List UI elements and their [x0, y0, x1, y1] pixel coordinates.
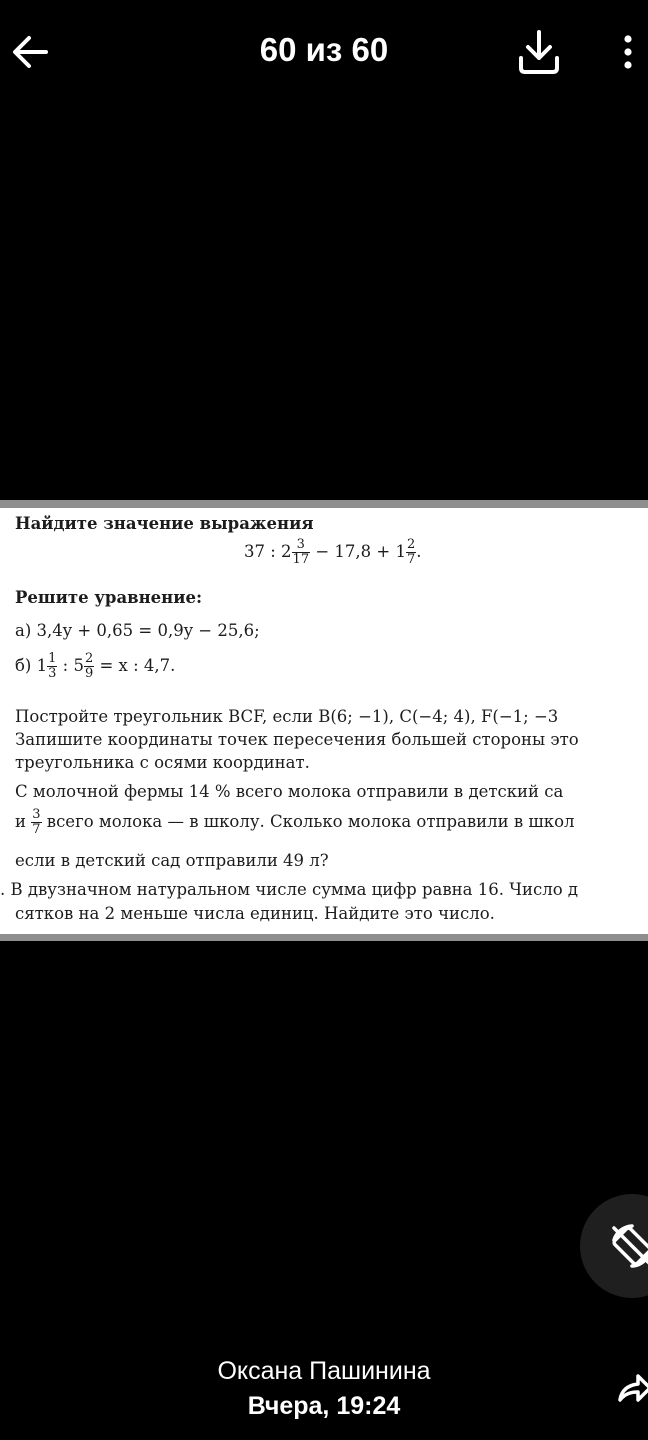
rotate-button[interactable] [580, 1194, 648, 1298]
task3-line-1: Постройте треугольник BCF, если B(6; −1), C(−4; 4), F(−1; −3 [15, 707, 559, 726]
fraction-numerator: 2 [84, 651, 94, 666]
fraction [292, 538, 311, 567]
fraction-denominator: 17 [292, 552, 310, 567]
fraction [31, 808, 41, 837]
fraction-denominator: 9 [84, 666, 94, 681]
task5-line-1: . В двузначном натуральном числе сумма цифр равна 16. Число д [0, 880, 579, 899]
expr-part: − 17,8 + 1 [310, 542, 406, 561]
fraction [47, 652, 57, 681]
task3-line-2: Запишите координаты точек пересечения большей стороны это [15, 730, 579, 749]
expr-part: : 5 [57, 656, 84, 675]
more-options-button[interactable] [608, 30, 648, 74]
fraction-numerator: 3 [296, 537, 305, 552]
textbook-page [0, 508, 648, 934]
fraction-numerator: 2 [406, 537, 416, 552]
fraction [406, 538, 416, 567]
task4-line-2 [15, 808, 575, 837]
top-bar [0, 0, 648, 104]
expr-part: = x : 4,7. [94, 656, 176, 675]
task2-title: Решите уравнение: [15, 588, 203, 607]
task3-line-3: треугольника с осями координат. [15, 753, 310, 772]
text-part: всего молока — в школу. Сколько молока отправили в школ [41, 812, 575, 831]
photo-viewer[interactable] [0, 500, 648, 941]
task1-expression [244, 538, 422, 567]
image-counter: 60 из 60 [259, 31, 389, 68]
expr-part: 37 : 2 [244, 542, 292, 561]
fraction-denominator: 7 [32, 822, 41, 837]
author-name: Оксана Пашинина [217, 1357, 431, 1385]
expr-part: . [416, 542, 422, 561]
timestamp: Вчера, 19:24 [247, 1392, 401, 1420]
share-button[interactable] [612, 1364, 648, 1408]
screen-rotation-icon [606, 1220, 648, 1272]
task4-line-1: С молочной фермы 14 % всего молока отправили в детский са [15, 782, 564, 801]
share-icon [612, 1364, 648, 1408]
fraction-numerator: 3 [32, 807, 41, 822]
fraction-numerator: 1 [48, 651, 57, 666]
fraction [84, 652, 94, 681]
download-button[interactable] [514, 26, 564, 78]
fraction-denominator: 7 [406, 552, 416, 567]
more-vertical-icon [608, 30, 648, 74]
task2-equation-b [15, 652, 175, 681]
task2-equation-a: а) 3,4y + 0,65 = 0,9y − 25,6; [15, 621, 260, 640]
text-part: и [15, 812, 32, 831]
expr-part: б) 1 [15, 656, 48, 675]
fraction-denominator: 3 [48, 666, 57, 681]
task1-title: Найдите значение выражения [15, 514, 314, 533]
task5-line-2: сятков на 2 меньше числа единиц. Найдите это число. [15, 904, 495, 923]
download-icon [514, 26, 564, 78]
task4-line-3: если в детский сад отправили 49 л? [15, 851, 329, 870]
